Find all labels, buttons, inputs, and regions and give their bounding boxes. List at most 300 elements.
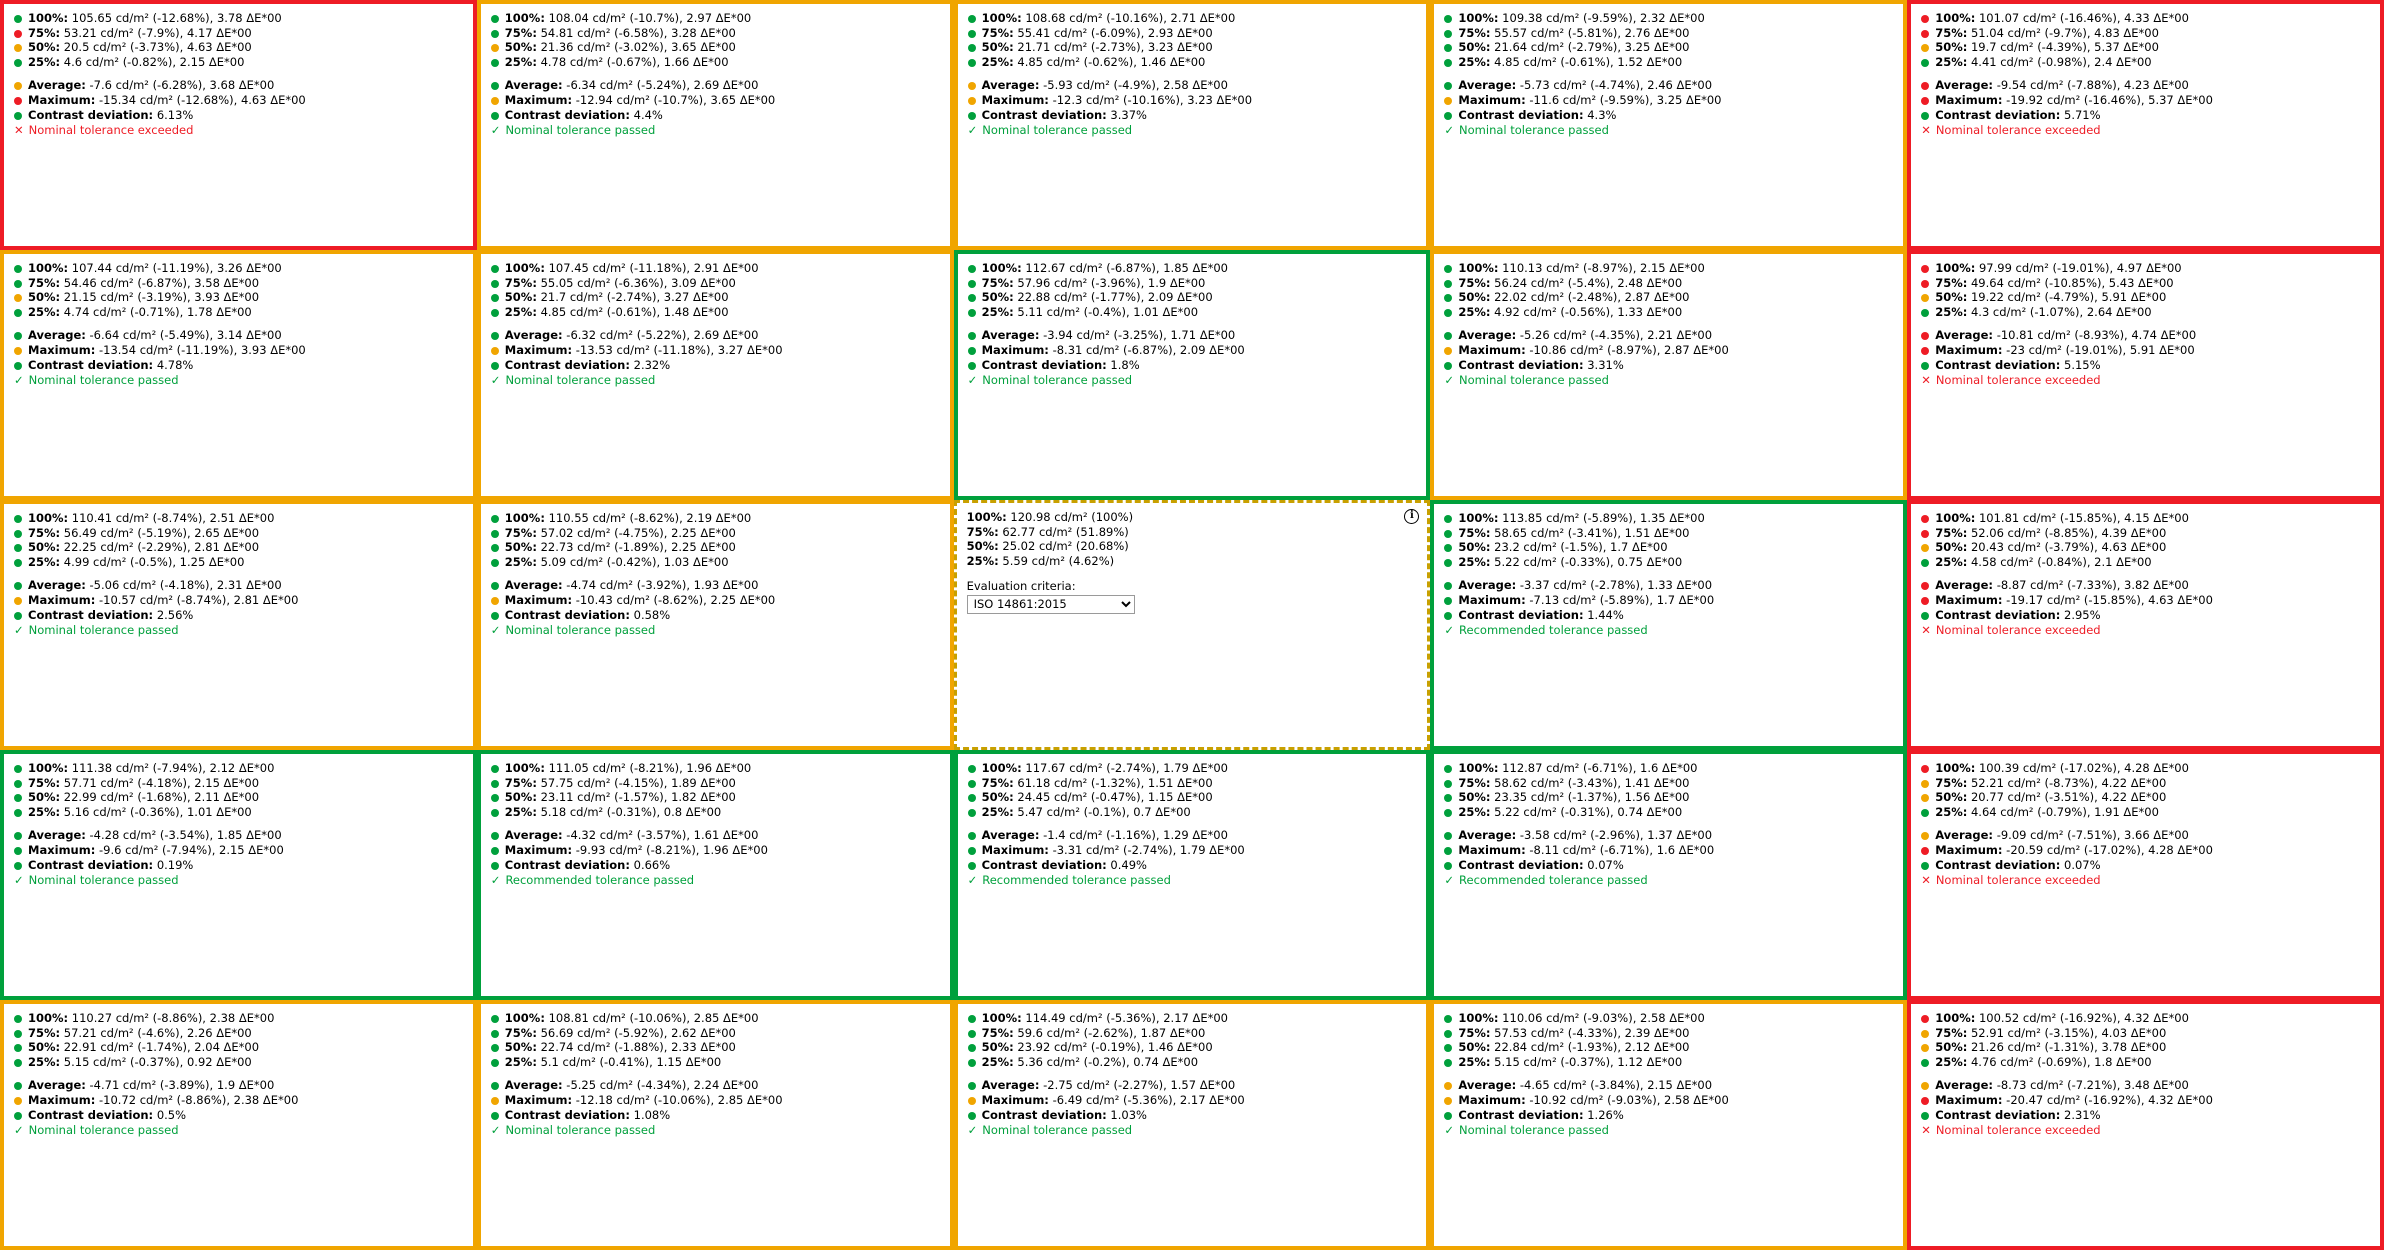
value-text: 4.78 cd/m² (-0.67%), 1.66 ΔE*00 <box>536 54 729 69</box>
summary-row <box>1921 828 2370 843</box>
status-dot-icon <box>968 1097 976 1105</box>
summary-row <box>14 843 463 858</box>
value-text: -9.54 cd/m² (-7.88%), 4.23 ΔE*00 <box>1993 78 2189 93</box>
status-dot-icon <box>491 847 499 855</box>
value-text: 22.25 cd/m² (-2.29%), 2.81 ΔE*00 <box>60 540 260 555</box>
value-label: 100%: <box>1458 761 1499 775</box>
value-label: 50%: <box>981 1040 1014 1055</box>
value-text: 117.67 cd/m² (-2.74%), 1.79 ΔE*00 <box>1021 761 1228 775</box>
check-icon: ✓ <box>1444 373 1455 388</box>
status-dot-icon <box>491 82 499 90</box>
tolerance-status-text: Nominal tolerance exceeded <box>1935 873 2101 888</box>
value-label: Average: <box>1458 1078 1517 1093</box>
tolerance-status-text: Nominal tolerance passed <box>1459 373 1609 388</box>
measurement-cell <box>477 750 954 1000</box>
tone-level-row <box>968 1055 1417 1070</box>
value-label: Average: <box>28 578 86 593</box>
summary-row <box>1444 343 1893 358</box>
summary-row <box>491 93 940 108</box>
status-dot-icon <box>1921 794 1929 802</box>
tone-level-row <box>491 40 940 55</box>
value-text: -20.47 cd/m² (-16.92%), 4.32 ΔE*00 <box>2002 1092 2213 1107</box>
value-text: -8.73 cd/m² (-7.21%), 3.48 ΔE*00 <box>1993 1078 2189 1093</box>
value-label: 100%: <box>504 11 545 25</box>
summary-row <box>968 93 1417 108</box>
value-text: 56.24 cd/m² (-5.4%), 2.48 ΔE*00 <box>1490 275 1683 290</box>
value-text: -13.53 cd/m² (-11.18%), 3.27 ΔE*00 <box>572 342 783 357</box>
value-label: 100%: <box>981 261 1022 275</box>
measurement-values <box>1444 761 1893 888</box>
tone-level-row <box>1921 761 2370 776</box>
status-dot-icon <box>1921 847 1929 855</box>
value-text: -3.37 cd/m² (-2.78%), 1.33 ΔE*00 <box>1516 578 1713 593</box>
value-label: Average: <box>1935 1078 1994 1093</box>
value-label: Average: <box>504 828 563 843</box>
value-label: 50%: <box>504 790 537 805</box>
value-text: 56.49 cd/m² (-5.19%), 2.65 ΔE*00 <box>60 525 260 540</box>
status-dot-icon <box>14 1044 22 1052</box>
status-dot-icon <box>14 265 22 273</box>
status-dot-icon <box>14 847 22 855</box>
status-dot-icon <box>491 530 499 538</box>
status-dot-icon <box>14 347 22 355</box>
status-dot-icon <box>968 780 976 788</box>
tolerance-status <box>491 1123 940 1138</box>
value-text: 5.09 cd/m² (-0.42%), 1.03 ΔE*00 <box>536 554 729 569</box>
tolerance-status-text: Nominal tolerance passed <box>505 373 656 388</box>
value-text: 57.02 cd/m² (-4.75%), 2.25 ΔE*00 <box>536 525 736 540</box>
summary-row <box>491 1108 940 1123</box>
spacer <box>491 569 940 578</box>
measurement-cell <box>1907 250 2384 500</box>
value-text: 4.3% <box>1583 107 1617 122</box>
tone-level-row <box>14 1011 463 1026</box>
tone-level-row <box>1444 40 1893 55</box>
value-label: 100%: <box>504 261 545 275</box>
tone-level-row <box>491 1026 940 1041</box>
status-dot-icon <box>491 332 499 340</box>
value-text: -7.13 cd/m² (-5.89%), 1.7 ΔE*00 <box>1525 592 1715 607</box>
check-icon: ✓ <box>490 373 501 388</box>
status-dot-icon <box>1444 582 1452 590</box>
value-text: -23 cd/m² (-19.01%), 5.91 ΔE*00 <box>2002 342 2195 357</box>
value-label: 100%: <box>981 1011 1022 1025</box>
evaluation-criteria-select[interactable] <box>967 595 1135 614</box>
summary-row <box>14 343 463 358</box>
summary-row <box>1921 578 2370 593</box>
tone-level-row <box>491 305 940 320</box>
summary-row <box>1921 843 2370 858</box>
spacer <box>1921 819 2370 828</box>
summary-row <box>1921 108 2370 123</box>
tone-level-row <box>14 776 463 791</box>
tone-level-row <box>1444 261 1893 276</box>
summary-row <box>1921 1078 2370 1093</box>
status-dot-icon <box>968 847 976 855</box>
summary-row <box>1444 578 1893 593</box>
tolerance-status-text: Recommended tolerance passed <box>505 873 695 888</box>
spacer <box>1444 1069 1893 1078</box>
status-dot-icon <box>1921 97 1929 105</box>
value-text: 5.22 cd/m² (-0.33%), 0.75 ΔE*00 <box>1490 554 1683 569</box>
value-label: 100%: <box>1458 11 1499 25</box>
status-dot-icon <box>491 112 499 120</box>
value-label: 75%: <box>28 775 61 790</box>
status-dot-icon <box>1921 1044 1929 1052</box>
status-dot-icon <box>1921 597 1929 605</box>
measurement-values <box>14 261 463 388</box>
tone-level-row <box>1444 305 1893 320</box>
value-text: 2.31% <box>2060 1107 2101 1122</box>
value-text: -19.92 cd/m² (-16.46%), 5.37 ΔE*00 <box>2002 92 2213 107</box>
status-dot-icon <box>968 1059 976 1067</box>
summary-row <box>968 828 1417 843</box>
value-text: 1.26% <box>1583 1107 1624 1122</box>
value-label: 25%: <box>981 804 1014 819</box>
value-text: 4.85 cd/m² (-0.62%), 1.46 ΔE*00 <box>1013 54 1206 69</box>
summary-row <box>1921 858 2370 873</box>
value-label: Contrast deviation: <box>1935 107 2061 122</box>
status-dot-icon <box>968 280 976 288</box>
value-text: 101.07 cd/m² (-16.46%), 4.33 ΔE*00 <box>1975 11 2189 25</box>
tone-level-row <box>491 555 940 570</box>
status-dot-icon <box>1921 1097 1929 1105</box>
measurement-cell <box>1430 750 1907 1000</box>
value-text: -15.34 cd/m² (-12.68%), 4.63 ΔE*00 <box>95 92 306 107</box>
value-text: 4.85 cd/m² (-0.61%), 1.52 ΔE*00 <box>1490 54 1683 69</box>
cross-icon: ✕ <box>1921 873 1931 888</box>
tone-level-row <box>1921 26 2370 41</box>
tolerance-status-text: Nominal tolerance passed <box>28 1123 179 1138</box>
summary-row <box>491 78 940 93</box>
value-text: 4.74 cd/m² (-0.71%), 1.78 ΔE*00 <box>60 304 252 319</box>
value-label: 50%: <box>981 40 1014 55</box>
tolerance-status <box>14 373 463 388</box>
status-dot-icon <box>1444 44 1452 52</box>
measurement-cell <box>1430 250 1907 500</box>
measurement-cell <box>0 0 477 250</box>
tolerance-status-text: Nominal tolerance exceeded <box>1935 623 2101 638</box>
summary-row <box>1921 78 2370 93</box>
tolerance-status <box>1444 623 1893 638</box>
status-dot-icon <box>14 780 22 788</box>
value-label: 100%: <box>1935 761 1976 775</box>
summary-row <box>1921 93 2370 108</box>
tone-level-row <box>14 1040 463 1055</box>
status-dot-icon <box>491 597 499 605</box>
status-dot-icon <box>1444 612 1452 620</box>
tone-level-row <box>491 805 940 820</box>
spacer <box>491 69 940 78</box>
value-text: 110.27 cd/m² (-8.86%), 2.38 ΔE*00 <box>68 1011 275 1025</box>
value-label: Maximum: <box>1935 92 2003 107</box>
tone-level-row <box>968 805 1417 820</box>
value-text: -6.49 cd/m² (-5.36%), 2.17 ΔE*00 <box>1048 1092 1245 1107</box>
status-dot-icon <box>491 832 499 840</box>
value-text: 57.96 cd/m² (-3.96%), 1.9 ΔE*00 <box>1013 275 1206 290</box>
tone-level-row <box>1444 761 1893 776</box>
status-dot-icon <box>1444 862 1452 870</box>
value-text: -9.6 cd/m² (-7.94%), 2.15 ΔE*00 <box>95 842 284 857</box>
value-text: -3.31 cd/m² (-2.74%), 1.79 ΔE*00 <box>1048 842 1245 857</box>
status-dot-icon <box>491 44 499 52</box>
value-label: 25%: <box>28 554 61 569</box>
value-text: 0.58% <box>629 607 671 622</box>
value-label: Maximum: <box>504 342 573 357</box>
value-label: 75%: <box>1935 1025 1968 1040</box>
summary-row <box>14 358 463 373</box>
status-dot-icon <box>968 82 976 90</box>
level-label: 25%: <box>966 553 999 568</box>
summary-row <box>1921 593 2370 608</box>
status-dot-icon <box>491 30 499 38</box>
measurement-values <box>14 761 463 888</box>
value-label: Maximum: <box>28 842 96 857</box>
status-dot-icon <box>491 97 499 105</box>
status-dot-icon <box>1921 515 1929 523</box>
value-text: 21.71 cd/m² (-2.73%), 3.23 ΔE*00 <box>1013 40 1213 55</box>
tone-level-row <box>491 540 940 555</box>
value-text: 110.06 cd/m² (-9.03%), 2.58 ΔE*00 <box>1498 1011 1705 1025</box>
value-label: 50%: <box>28 290 61 305</box>
value-text: -7.6 cd/m² (-6.28%), 3.68 ΔE*00 <box>85 78 275 93</box>
status-dot-icon <box>968 347 976 355</box>
reference-row <box>967 554 1418 569</box>
status-dot-icon <box>1444 309 1452 317</box>
tone-level-row <box>1444 11 1893 26</box>
value-text: 108.81 cd/m² (-10.06%), 2.85 ΔE*00 <box>544 1011 759 1025</box>
tolerance-status-text: Nominal tolerance exceeded <box>28 123 194 138</box>
status-dot-icon <box>968 265 976 273</box>
measurement-values <box>491 761 940 888</box>
tolerance-status <box>1444 873 1893 888</box>
measurement-cell <box>1430 500 1907 750</box>
value-label: 25%: <box>1935 304 1968 319</box>
tolerance-status-text: Nominal tolerance passed <box>1459 1123 1609 1138</box>
value-text: 57.75 cd/m² (-4.15%), 1.89 ΔE*00 <box>536 775 736 790</box>
value-text: 20.5 cd/m² (-3.73%), 4.63 ΔE*00 <box>60 40 252 55</box>
value-label: 25%: <box>504 1054 537 1069</box>
status-dot-icon <box>1444 265 1452 273</box>
value-label: Average: <box>28 1078 86 1093</box>
measurement-values <box>1921 511 2370 638</box>
check-icon: ✓ <box>967 873 978 888</box>
status-dot-icon <box>1444 832 1452 840</box>
value-text: 22.02 cd/m² (-2.48%), 2.87 ΔE*00 <box>1490 290 1690 305</box>
value-label: 25%: <box>504 804 537 819</box>
tolerance-status-text: Nominal tolerance passed <box>505 1123 656 1138</box>
check-icon: ✓ <box>1444 1123 1455 1138</box>
status-dot-icon <box>1444 809 1452 817</box>
status-dot-icon <box>1444 112 1452 120</box>
status-dot-icon <box>491 544 499 552</box>
status-dot-icon <box>968 332 976 340</box>
summary-row <box>1444 1108 1893 1123</box>
info-icon[interactable]: i <box>1404 509 1419 524</box>
summary-row <box>14 608 463 623</box>
tone-level-row <box>968 55 1417 70</box>
status-dot-icon <box>1444 1082 1452 1090</box>
check-icon: ✓ <box>1444 873 1455 888</box>
tone-level-row <box>1444 540 1893 555</box>
value-label: Maximum: <box>28 92 96 107</box>
tone-level-row <box>14 305 463 320</box>
value-label: 75%: <box>981 275 1014 290</box>
value-text: 23.35 cd/m² (-1.37%), 1.56 ΔE*00 <box>1490 790 1690 805</box>
value-label: Maximum: <box>981 92 1049 107</box>
spacer <box>968 69 1417 78</box>
value-label: 50%: <box>1935 790 1968 805</box>
value-label: Contrast deviation: <box>1458 1107 1584 1122</box>
tolerance-status <box>968 1123 1417 1138</box>
status-dot-icon <box>14 832 22 840</box>
value-label: Contrast deviation: <box>28 357 154 372</box>
measurement-values <box>491 1011 940 1138</box>
value-label: Maximum: <box>28 342 96 357</box>
value-text: 4.78% <box>153 357 194 372</box>
tolerance-status <box>14 873 463 888</box>
tolerance-status-text: Nominal tolerance passed <box>982 1123 1133 1138</box>
tolerance-status <box>14 1123 463 1138</box>
value-label: Maximum: <box>981 1092 1049 1107</box>
value-text: 0.5% <box>153 1107 187 1122</box>
value-text: -5.06 cd/m² (-4.18%), 2.31 ΔE*00 <box>85 578 282 593</box>
value-label: Maximum: <box>1458 1092 1526 1107</box>
value-label: Contrast deviation: <box>504 857 630 872</box>
value-text: 0.49% <box>1106 857 1147 872</box>
tone-level-row <box>491 26 940 41</box>
status-dot-icon <box>1921 1059 1929 1067</box>
value-text: 5.16 cd/m² (-0.36%), 1.01 ΔE*00 <box>60 804 252 819</box>
value-text: 24.45 cd/m² (-0.47%), 1.15 ΔE*00 <box>1013 790 1213 805</box>
value-label: Maximum: <box>981 842 1049 857</box>
spacer <box>1921 569 2370 578</box>
value-text: 0.66% <box>629 857 671 872</box>
status-dot-icon <box>14 332 22 340</box>
summary-row <box>491 843 940 858</box>
value-text: 4.85 cd/m² (-0.61%), 1.48 ΔE*00 <box>536 304 729 319</box>
summary-row <box>491 828 940 843</box>
value-text: 55.41 cd/m² (-6.09%), 2.93 ΔE*00 <box>1013 25 1213 40</box>
status-dot-icon <box>14 612 22 620</box>
status-dot-icon <box>1921 44 1929 52</box>
measurement-values <box>1921 761 2370 888</box>
value-text: 4.58 cd/m² (-0.84%), 2.1 ΔE*00 <box>1967 554 2152 569</box>
value-text: 53.21 cd/m² (-7.9%), 4.17 ΔE*00 <box>60 25 252 40</box>
summary-row <box>14 858 463 873</box>
summary-row <box>1921 343 2370 358</box>
value-text: -9.09 cd/m² (-7.51%), 3.66 ΔE*00 <box>1993 828 2189 843</box>
value-label: Average: <box>981 828 1040 843</box>
tolerance-status-text: Nominal tolerance exceeded <box>1935 373 2101 388</box>
value-label: 25%: <box>1458 304 1491 319</box>
spacer <box>968 1069 1417 1078</box>
value-text: 100.39 cd/m² (-17.02%), 4.28 ΔE*00 <box>1975 761 2189 775</box>
tone-level-row <box>491 761 940 776</box>
measurement-cell <box>0 1000 477 1250</box>
tone-level-row <box>1444 805 1893 820</box>
value-label: 25%: <box>1458 1054 1491 1069</box>
value-text: -10.72 cd/m² (-8.86%), 2.38 ΔE*00 <box>95 1092 299 1107</box>
tone-level-row <box>14 1055 463 1070</box>
status-dot-icon <box>491 1082 499 1090</box>
value-label: 50%: <box>28 790 61 805</box>
value-label: Maximum: <box>28 592 96 607</box>
status-dot-icon <box>1921 832 1929 840</box>
value-label: Maximum: <box>504 842 573 857</box>
summary-row <box>491 1093 940 1108</box>
value-label: 100%: <box>1935 261 1976 275</box>
status-dot-icon <box>491 862 499 870</box>
value-label: Maximum: <box>504 1092 573 1107</box>
status-dot-icon <box>14 97 22 105</box>
measurement-cell <box>1907 1000 2384 1250</box>
value-text: 1.44% <box>1583 607 1624 622</box>
status-dot-icon <box>1444 30 1452 38</box>
summary-row <box>14 1078 463 1093</box>
tolerance-status <box>1921 1123 2370 1138</box>
summary-row <box>1921 608 2370 623</box>
value-label: 75%: <box>1935 275 1968 290</box>
status-dot-icon <box>1444 1059 1452 1067</box>
summary-row <box>491 608 940 623</box>
value-label: 75%: <box>1935 525 1968 540</box>
value-text: 20.77 cd/m² (-3.51%), 4.22 ΔE*00 <box>1967 790 2167 805</box>
summary-row <box>14 78 463 93</box>
tone-level-row <box>1921 1055 2370 1070</box>
value-label: Maximum: <box>28 1092 96 1107</box>
value-label: 75%: <box>981 25 1014 40</box>
summary-row <box>14 828 463 843</box>
status-dot-icon <box>968 794 976 802</box>
value-label: 75%: <box>1458 525 1491 540</box>
value-label: Contrast deviation: <box>1458 857 1584 872</box>
spacer <box>1921 69 2370 78</box>
value-label: 100%: <box>504 511 545 525</box>
status-dot-icon <box>491 294 499 302</box>
status-dot-icon <box>14 862 22 870</box>
tone-level-row <box>491 1011 940 1026</box>
reference-row <box>967 525 1418 540</box>
value-text: -10.43 cd/m² (-8.62%), 2.25 ΔE*00 <box>572 592 776 607</box>
status-dot-icon <box>1921 309 1929 317</box>
status-dot-icon <box>1921 765 1929 773</box>
tone-level-row <box>1444 276 1893 291</box>
value-label: 100%: <box>1458 511 1499 525</box>
value-label: Maximum: <box>1935 342 2003 357</box>
value-label: 100%: <box>1935 11 1976 25</box>
measurement-values <box>491 261 940 388</box>
tolerance-status <box>14 123 463 138</box>
tolerance-status <box>1921 623 2370 638</box>
tone-level-row <box>1921 555 2370 570</box>
value-label: Average: <box>1935 828 1994 843</box>
tone-level-row <box>1921 526 2370 541</box>
summary-row <box>968 1078 1417 1093</box>
value-text: 4.41 cd/m² (-0.98%), 2.4 ΔE*00 <box>1967 54 2152 69</box>
status-dot-icon <box>968 30 976 38</box>
status-dot-icon <box>491 362 499 370</box>
tone-level-row <box>1921 511 2370 526</box>
summary-row <box>1921 328 2370 343</box>
value-text: 49.64 cd/m² (-10.85%), 5.43 ΔE*00 <box>1967 275 2174 290</box>
status-dot-icon <box>968 294 976 302</box>
status-dot-icon <box>1444 294 1452 302</box>
status-dot-icon <box>1921 347 1929 355</box>
status-dot-icon <box>491 280 499 288</box>
status-dot-icon <box>968 809 976 817</box>
tone-level-row <box>14 11 463 26</box>
